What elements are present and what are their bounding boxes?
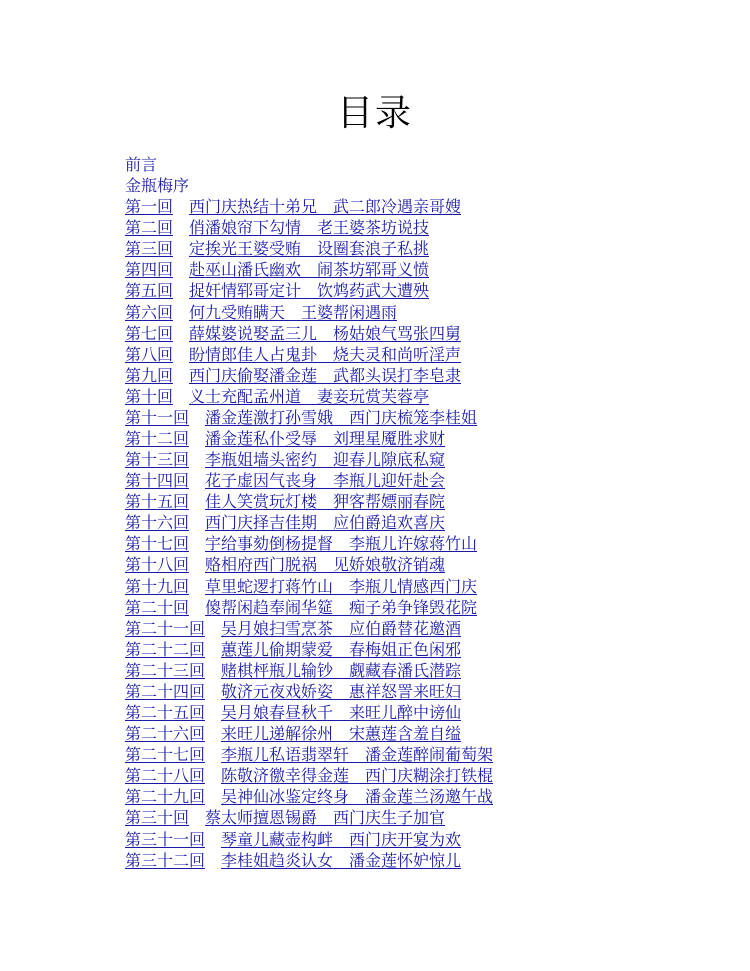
toc-link[interactable] xyxy=(125,745,493,764)
chapter-title: 佳人笑赏玩灯楼 狎客帮嫖丽春院 xyxy=(205,492,446,512)
toc-item xyxy=(125,386,493,407)
toc-link[interactable] xyxy=(125,619,461,638)
toc-item xyxy=(125,259,493,280)
toc-item xyxy=(125,681,493,702)
chapter-title: 赌棋枰瓶儿输钞 觑藏春潘氏潜踪 xyxy=(221,660,462,680)
toc-item xyxy=(125,660,493,681)
chapter-title: 西门庆择吉佳期 应伯爵追欢喜庆 xyxy=(205,513,446,533)
toc-item xyxy=(125,807,493,828)
chapter-title: 西门庆偷娶潘金莲 武都头误打李皂隶 xyxy=(189,365,462,385)
toc-link[interactable] xyxy=(125,555,445,574)
toc-link[interactable] xyxy=(125,429,445,448)
toc-item xyxy=(125,407,493,428)
page-title: 目录 xyxy=(336,93,413,134)
chapter-number: 第九回 xyxy=(125,365,174,385)
toc-link[interactable] xyxy=(125,492,445,511)
chapter-title: 傻帮闲趋奉闹华筵 痴子弟争锋毁花院 xyxy=(205,597,478,617)
toc-item xyxy=(125,491,493,512)
chapter-title: 赂相府西门脱祸 见娇娘敬济销魂 xyxy=(205,555,446,575)
chapter-title: 李瓶姐墙头密约 迎春儿隙底私窥 xyxy=(205,450,446,470)
chapter-number: 第二十回 xyxy=(125,597,190,617)
toc-item xyxy=(125,175,493,196)
toc-item xyxy=(125,702,493,723)
toc-item xyxy=(125,850,493,871)
chapter-number: 第六回 xyxy=(125,302,174,322)
chapter-number: 第十二回 xyxy=(125,429,190,449)
chapter-number: 第二十五回 xyxy=(125,703,206,723)
toc-link[interactable] xyxy=(125,366,461,385)
toc-item xyxy=(125,512,493,533)
chapter-title: 潘金莲激打孙雪娥 西门庆梳笼李桂姐 xyxy=(205,407,478,427)
toc-link[interactable] xyxy=(125,155,157,174)
chapter-number: 第十四回 xyxy=(125,471,190,491)
chapter-number: 第五回 xyxy=(125,281,174,301)
toc-item xyxy=(125,365,493,386)
toc-link[interactable] xyxy=(125,218,429,237)
toc-link[interactable] xyxy=(125,345,461,364)
chapter-title: 何九受贿瞒天 王婆帮闲遇雨 xyxy=(189,302,398,322)
chapter-number: 第三十回 xyxy=(125,808,190,828)
toc-link[interactable] xyxy=(125,513,445,532)
chapter-title: 赴巫山潘氏幽欢 闹茶坊郓哥义愤 xyxy=(189,260,430,280)
toc-link[interactable] xyxy=(125,598,477,617)
chapter-number: 第十八回 xyxy=(125,555,190,575)
toc-link[interactable] xyxy=(125,534,477,553)
toc-link[interactable] xyxy=(125,787,493,806)
toc-link[interactable] xyxy=(125,471,445,490)
chapter-number: 第七回 xyxy=(125,323,174,343)
toc-item xyxy=(125,344,493,365)
chapter-number: 第二十八回 xyxy=(125,766,206,786)
toc-item xyxy=(125,154,493,175)
chapter-title: 花子虚因气丧身 李瓶儿迎奸赴会 xyxy=(205,471,446,491)
chapter-number: 第四回 xyxy=(125,260,174,280)
toc-link[interactable] xyxy=(125,640,461,659)
toc-link[interactable] xyxy=(125,239,429,258)
chapter-number: 第八回 xyxy=(125,344,174,364)
toc-link[interactable] xyxy=(125,197,461,216)
chapter-title: 薛媒婆说娶孟三儿 杨姑娘气骂张四舅 xyxy=(189,323,462,343)
toc-item xyxy=(125,470,493,491)
chapter-title: 蕙莲儿偷期蒙爱 春梅姐正色闲邪 xyxy=(221,639,462,659)
toc-link[interactable] xyxy=(125,766,493,785)
chapter-number: 第三回 xyxy=(125,239,174,259)
toc-item xyxy=(125,533,493,554)
toc-link[interactable] xyxy=(125,324,461,343)
chapter-title: 捉奸情郓哥定计 饮鸩药武大遭殃 xyxy=(189,281,430,301)
chapter-title: 吴神仙冰鉴定终身 潘金莲兰汤邀午战 xyxy=(221,787,494,807)
chapter-number: 第十七回 xyxy=(125,534,190,554)
toc-item xyxy=(125,597,493,618)
toc-link[interactable] xyxy=(125,851,461,870)
chapter-title: 敬济元夜戏娇姿 惠祥怒詈来旺妇 xyxy=(221,681,462,701)
chapter-title: 吴月娘春昼秋千 来旺儿醉中谤仙 xyxy=(221,703,462,723)
toc-item xyxy=(125,576,493,597)
toc-link[interactable] xyxy=(125,408,477,427)
chapter-title: 草里蛇逻打蒋竹山 李瓶儿情感西门庆 xyxy=(205,576,478,596)
toc-item xyxy=(125,238,493,259)
chapter-title: 定挨光王婆受贿 设圈套浪子私挑 xyxy=(189,239,430,259)
toc-item xyxy=(125,280,493,301)
toc-link[interactable] xyxy=(125,577,477,596)
chapter-title: 李桂姐趋炎认女 潘金莲怀妒惊儿 xyxy=(221,850,462,870)
chapter-title: 盼情郎佳人占鬼卦 烧夫灵和尚听淫声 xyxy=(189,344,462,364)
chapter-number: 前言 xyxy=(125,155,158,174)
chapter-number: 第十一回 xyxy=(125,407,190,427)
chapter-title: 俏潘娘帘下勾情 老王婆茶坊说技 xyxy=(189,218,430,238)
chapter-title: 宇给事劾倒杨提督 李瓶儿许嫁蒋竹山 xyxy=(205,534,478,554)
toc-item xyxy=(125,302,493,323)
chapter-number: 第二回 xyxy=(125,218,174,238)
chapter-number: 第十回 xyxy=(125,386,174,406)
chapter-title: 陈敬济徼幸得金莲 西门庆糊涂打铁棍 xyxy=(221,766,494,786)
toc-link[interactable] xyxy=(125,176,189,195)
chapter-number: 第二十七回 xyxy=(125,745,206,765)
chapter-number: 第三十一回 xyxy=(125,829,206,849)
toc-link[interactable] xyxy=(125,387,429,406)
chapter-number: 第二十九回 xyxy=(125,787,206,807)
toc-item xyxy=(125,639,493,660)
toc-item xyxy=(125,765,493,786)
chapter-number: 第二十四回 xyxy=(125,681,206,701)
toc-item xyxy=(125,554,493,575)
chapter-title: 西门庆热结十弟兄 武二郎冷遇亲哥嫂 xyxy=(189,197,462,217)
toc-link[interactable] xyxy=(125,703,461,722)
toc-item xyxy=(125,323,493,344)
toc-link[interactable] xyxy=(125,808,445,827)
chapter-title: 蔡太师擅恩锡爵 西门庆生子加官 xyxy=(205,808,446,828)
chapter-number: 第二十二回 xyxy=(125,639,206,659)
toc-link[interactable] xyxy=(125,661,461,680)
toc-link[interactable] xyxy=(125,724,461,743)
toc-link[interactable] xyxy=(125,450,445,469)
chapter-number: 金瓶梅序 xyxy=(125,176,190,196)
chapter-number: 第一回 xyxy=(125,197,174,217)
table-of-contents xyxy=(125,154,493,871)
chapter-number: 第十三回 xyxy=(125,450,190,470)
toc-link[interactable] xyxy=(125,281,429,300)
toc-item xyxy=(125,744,493,765)
chapter-number: 第十六回 xyxy=(125,513,190,533)
toc-item xyxy=(125,618,493,639)
toc-item xyxy=(125,449,493,470)
toc-link[interactable] xyxy=(125,830,461,849)
chapter-number: 第二十三回 xyxy=(125,660,206,680)
toc-item xyxy=(125,829,493,850)
chapter-title: 李瓶儿私语翡翠轩 潘金莲醉闹葡萄架 xyxy=(221,745,494,765)
chapter-number: 第三十二回 xyxy=(125,850,206,870)
chapter-number: 第二十六回 xyxy=(125,724,206,744)
toc-link[interactable] xyxy=(125,303,397,322)
toc-item xyxy=(125,217,493,238)
chapter-title: 吴月娘扫雪烹茶 应伯爵替花邀酒 xyxy=(221,618,462,638)
toc-link[interactable] xyxy=(125,260,429,279)
toc-item xyxy=(125,428,493,449)
chapter-title: 琴童儿藏壶构衅 西门庆开宴为欢 xyxy=(221,829,462,849)
toc-item xyxy=(125,786,493,807)
chapter-number: 第十五回 xyxy=(125,492,190,512)
chapter-number: 第二十一回 xyxy=(125,618,206,638)
chapter-number: 第十九回 xyxy=(125,576,190,596)
chapter-title: 来旺儿递解徐州 宋蕙莲含羞自缢 xyxy=(221,724,462,744)
chapter-title: 义士充配孟州道 妻妾玩赏芙蓉亭 xyxy=(189,386,430,406)
toc-link[interactable] xyxy=(125,682,461,701)
toc-item xyxy=(125,723,493,744)
toc-item xyxy=(125,196,493,217)
chapter-title: 潘金莲私仆受辱 刘理星魇胜求财 xyxy=(205,429,446,449)
